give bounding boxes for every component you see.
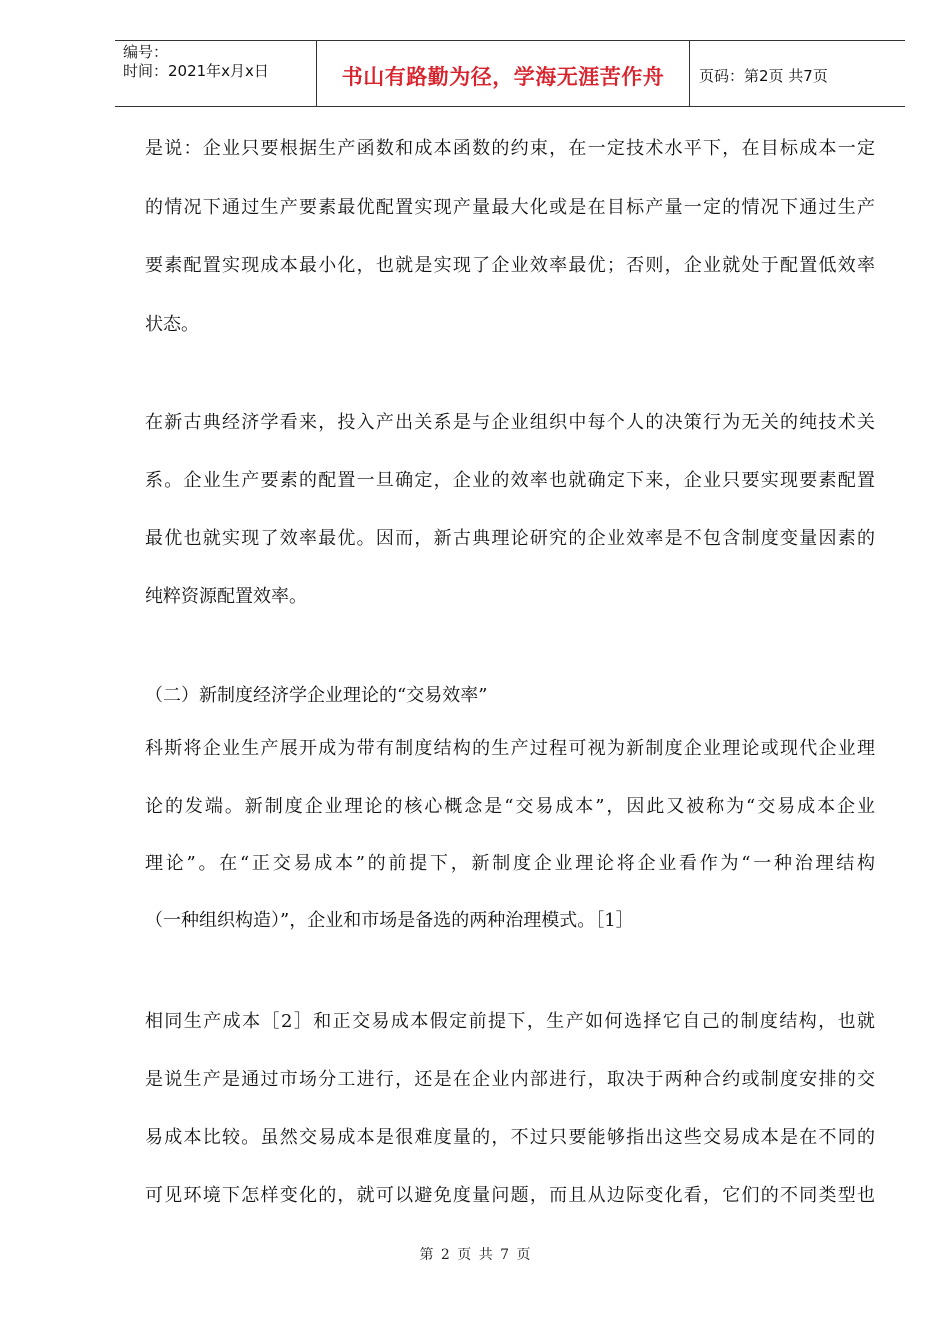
document-time-label: 时间：2021年x月x日 <box>123 62 269 80</box>
header-divider-right <box>689 41 690 107</box>
paragraph-line: 是说：企业只要根据生产函数和成本函数的约束，在一定技术水平下，在目标成本一定 <box>145 138 875 159</box>
paragraph-line: 要素配置实现成本最小化，也就是实现了企业效率最优；否则，企业就处于配置低效率 <box>145 255 875 276</box>
header-motto: 书山有路勤为径，学海无涯苦作舟 <box>341 65 665 89</box>
document-number-label: 编号： <box>123 43 169 61</box>
paragraph-line: 易成本比较。虽然交易成本是很难度量的，不过只要能够指出这些交易成本是在不同的 <box>145 1127 875 1148</box>
section-heading: （二）新制度经济学企业理论的“交易效率” <box>145 685 488 706</box>
paragraph-line: 状态。 <box>145 314 199 335</box>
paragraph-line: 纯粹资源配置效率。 <box>145 586 307 607</box>
paragraph-line: 系。企业生产要素的配置一旦确定，企业的效率也就确定下来，企业只要实现要素配置 <box>145 470 875 491</box>
paragraph-line: 科斯将企业生产展开成为带有制度结构的生产过程可视为新制度企业理论或现代企业理 <box>145 738 875 759</box>
paragraph-line: 的情况下通过生产要素最优配置实现产量最大化或是在目标产量一定的情况下通过生产 <box>145 197 875 218</box>
paragraph-line: （一种组织构造）”，企业和市场是备选的两种治理模式。［1］ <box>145 910 634 931</box>
header-page-info: 页码：第2页 共7页 <box>699 67 828 85</box>
paragraph-line: 是说生产是通过市场分工进行，还是在企业内部进行，取决于两种合约或制度安排的交 <box>145 1069 875 1090</box>
page-header <box>115 40 905 107</box>
paragraph-line: 理论”。在“正交易成本”的前提下，新制度企业理论将企业看作为“一种治理结构 <box>145 853 875 874</box>
paragraph-line: 在新古典经济学看来，投入产出关系是与企业组织中每个人的决策行为无关的纯技术关 <box>145 412 875 433</box>
paragraph-line: 最优也就实现了效率最优。因而，新古典理论研究的企业效率是不包含制度变量因素的 <box>145 528 875 549</box>
paragraph-line: 论的发端。新制度企业理论的核心概念是“交易成本”，因此又被称为“交易成本企业 <box>145 796 875 817</box>
header-meta <box>123 43 269 81</box>
page-footer: 第 2 页 共 7 页 <box>419 1247 531 1263</box>
paragraph-line: 可见环境下怎样变化的，就可以避免度量问题，而且从边际变化看，它们的不同类型也 <box>145 1185 875 1206</box>
paragraph-line: 相同生产成本［2］和正交易成本假定前提下，生产如何选择它自己的制度结构，也就 <box>145 1011 875 1032</box>
